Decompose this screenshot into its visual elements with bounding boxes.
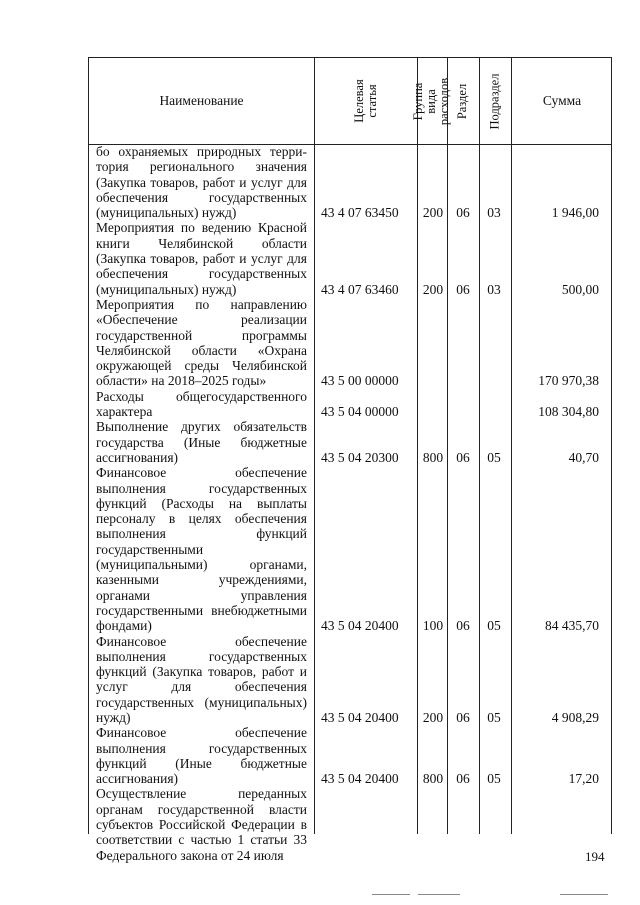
row-name: Финансовое обеспечение выполнения государственных функций (Расходы на выплаты персоналу в целях обеспечения выполнения функций государственными (муниципальными) органами, казенными учреждениями, органами управления государственными внебюджетными фондами) bbox=[96, 465, 307, 634]
row-sum: 84 435,70 bbox=[545, 618, 599, 634]
row-name: Мероприятия по ведению Красной книги Челябинской области (Закупка товаров, работ и услуг для обеспечения государственных (муниципальных) нужд) bbox=[96, 220, 307, 297]
table-row bbox=[89, 786, 611, 862]
footer-mark bbox=[372, 894, 410, 895]
row-section: 06 bbox=[456, 449, 470, 465]
header-subsection-cell bbox=[479, 58, 511, 144]
header-section: Раздел bbox=[455, 83, 470, 119]
table-row bbox=[89, 389, 611, 420]
row-group: 200 bbox=[422, 281, 444, 297]
table-row bbox=[89, 144, 611, 220]
row-group: 800 bbox=[422, 771, 444, 787]
row-section: 06 bbox=[456, 281, 470, 297]
row-section: 06 bbox=[456, 618, 470, 634]
row-subsection: 05 bbox=[487, 709, 501, 725]
row-subsection: 03 bbox=[487, 281, 501, 297]
row-subsection: 05 bbox=[487, 618, 501, 634]
row-subsection: 05 bbox=[487, 771, 501, 787]
row-target-code: 43 5 04 20400 bbox=[321, 709, 399, 725]
page-number: 194 bbox=[585, 849, 605, 864]
row-sum: 17,20 bbox=[568, 771, 599, 787]
row-subsection: 05 bbox=[487, 449, 501, 465]
row-sum: 4 908,29 bbox=[551, 709, 599, 725]
row-name: Осуществление переданных органам государственной власти субъектов Российской Федерации в соответствии с частью 1 статьи 33 Федерального закона от 24 июля bbox=[96, 786, 307, 863]
table-row bbox=[89, 465, 611, 633]
row-sum: 500,00 bbox=[561, 281, 599, 297]
header-target: Целевая статья bbox=[351, 79, 379, 123]
table-row bbox=[89, 297, 611, 389]
row-sum: 1 946,00 bbox=[551, 205, 599, 221]
row-target-code: 43 5 04 20300 bbox=[321, 449, 399, 465]
footer-mark bbox=[418, 894, 460, 895]
header-name: Наименование bbox=[159, 93, 244, 108]
header-target-cell bbox=[314, 58, 417, 144]
row-group: 200 bbox=[422, 709, 444, 725]
row-name: Расходы общегосударственного характера bbox=[96, 388, 307, 420]
row-target-code: 43 4 07 63450 bbox=[321, 205, 399, 221]
row-name: Мероприятия по направлению «Обеспечение реализации государственной программы Челябинской области «Охрана окружающей среды Челябинской области» на 2018–2025 годы» bbox=[96, 296, 307, 389]
header-sum: Сумма bbox=[542, 93, 582, 108]
table-body bbox=[89, 144, 611, 863]
row-target-code: 43 4 07 63460 bbox=[321, 281, 399, 297]
header-group: Группа вида расходов bbox=[411, 77, 452, 125]
row-section: 06 bbox=[456, 709, 470, 725]
footer-mark bbox=[560, 894, 608, 895]
row-name: Финансовое обеспечение выполнения государственных функций (Иные бюджетные ассигнования) bbox=[96, 725, 307, 787]
header-subsection: Подраздел bbox=[487, 73, 502, 129]
row-section: 06 bbox=[456, 771, 470, 787]
row-name: бо охраняемых природных терри-тория регионального значения (Закупка товаров, работ и услуг для обеспечения государственных (муниципальных) нужд) bbox=[96, 144, 307, 221]
row-target-code: 43 5 04 20400 bbox=[321, 618, 399, 634]
header-section-cell bbox=[447, 58, 479, 144]
row-section: 06 bbox=[456, 205, 470, 221]
row-group: 100 bbox=[422, 618, 444, 634]
table-row bbox=[89, 419, 611, 465]
budget-table bbox=[88, 57, 612, 863]
table-row bbox=[89, 634, 611, 726]
table-row bbox=[89, 725, 611, 786]
row-sum: 170 970,38 bbox=[538, 373, 599, 389]
row-sum: 108 304,80 bbox=[538, 404, 599, 420]
row-group: 200 bbox=[422, 205, 444, 221]
row-sum: 40,70 bbox=[568, 449, 599, 465]
row-target-code: 43 5 04 00000 bbox=[321, 404, 399, 420]
row-group: 800 bbox=[422, 449, 444, 465]
row-name: Выполнение других обязательств государства (Иные бюджетные ассигнования) bbox=[96, 419, 307, 465]
row-subsection: 03 bbox=[487, 205, 501, 221]
row-name: Финансовое обеспечение выполнения государственных функций (Закупка товаров, работ и услуг для обеспечения государственных (муниципальных) нужд) bbox=[96, 633, 307, 725]
row-target-code: 43 5 04 20400 bbox=[321, 771, 399, 787]
header-group-cell bbox=[411, 58, 452, 144]
row-target-code: 43 5 00 00000 bbox=[321, 373, 399, 389]
table-row bbox=[89, 220, 611, 296]
